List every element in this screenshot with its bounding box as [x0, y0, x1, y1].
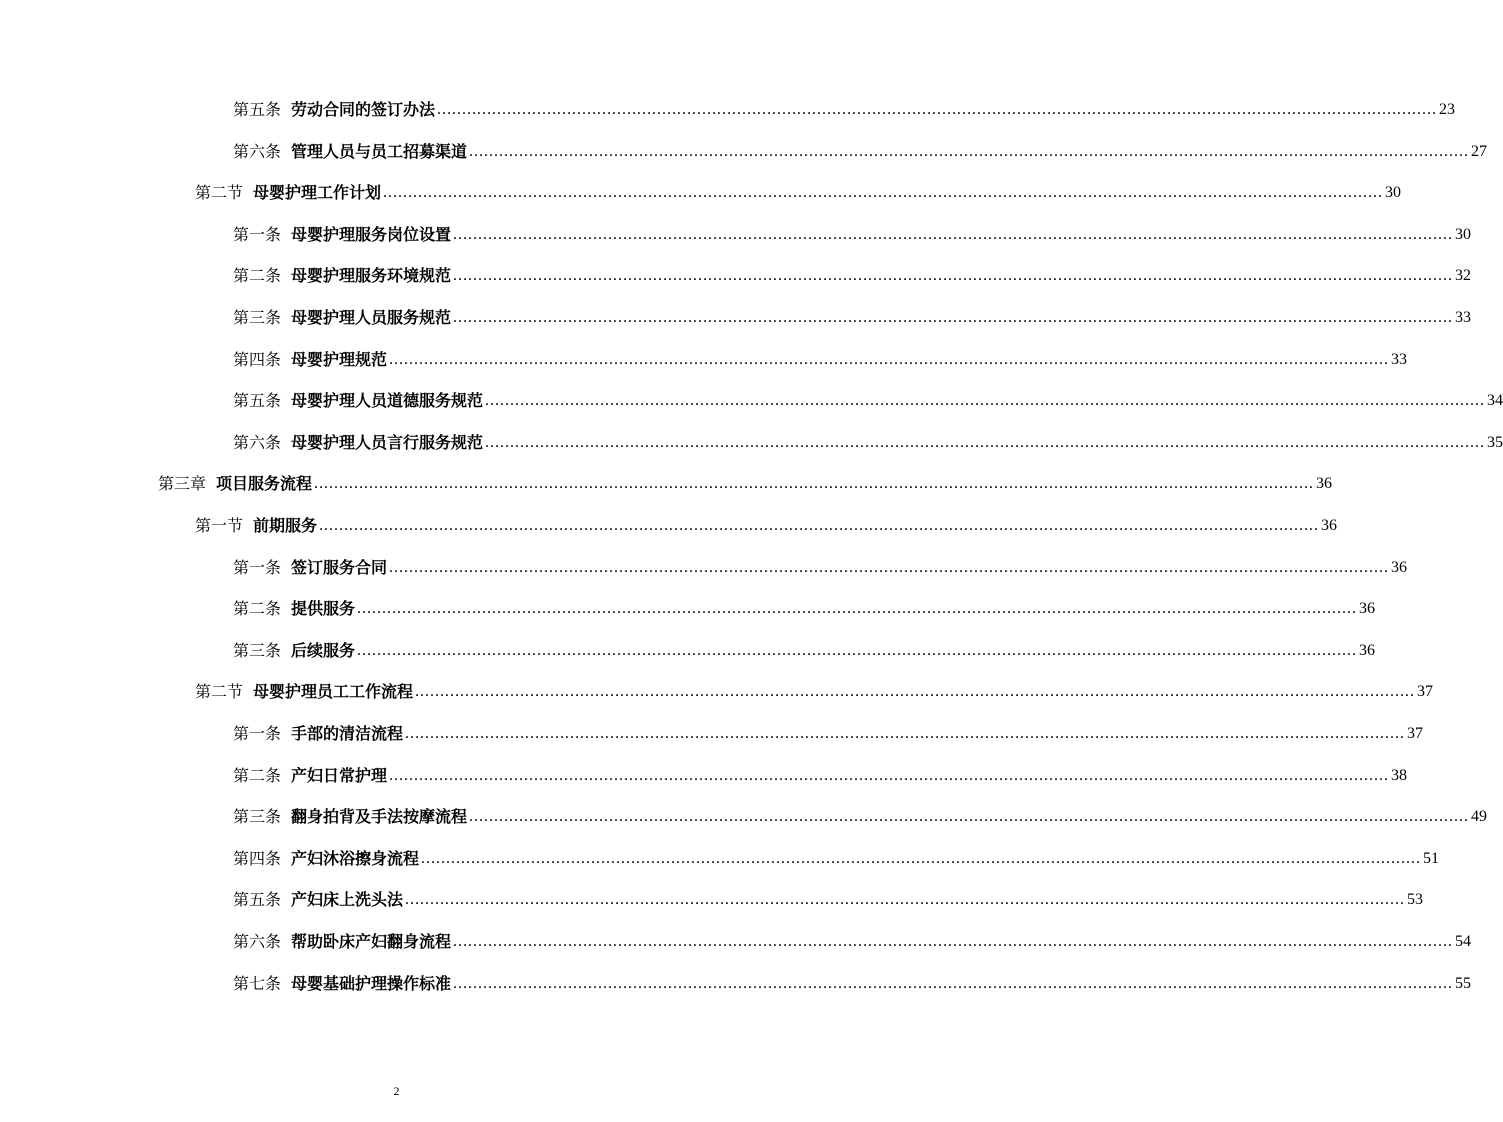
toc-entry-number: 第六条 — [233, 932, 282, 951]
toc-entry-title: 管理人员与员工招募渠道 — [291, 141, 468, 161]
toc-entry-page: 33 — [1391, 350, 1408, 368]
toc-entry-page: 36 — [1359, 641, 1376, 659]
toc-entry-number: 第二节 — [195, 183, 244, 203]
toc-dot-leader: ........................................................................................................................................................................................................ — [453, 225, 1454, 243]
toc-dot-leader: ........................................................................................................................................................................................................ — [453, 267, 1454, 285]
toc-entry-title: 帮助卧床产妇翻身流程 — [291, 932, 452, 951]
toc-entry-page: 30 — [1385, 184, 1402, 202]
toc-entry[interactable] — [233, 714, 1424, 744]
toc-dot-leader: ........................................................................................................................................................................................................ — [453, 309, 1454, 326]
toc-dot-leader: ........................................................................................................................................................................................................ — [415, 683, 1416, 701]
toc-entry-title: 母婴护理员工工作流程 — [253, 682, 414, 702]
toc-entry-page: 36 — [1316, 475, 1333, 493]
toc-entry-page: 30 — [1455, 225, 1472, 243]
toc-entry-title: 母婴护理人员言行服务规范 — [291, 432, 484, 452]
toc-entry-page: 37 — [1417, 683, 1434, 701]
toc-entry-page: 49 — [1471, 808, 1488, 826]
toc-entry-number: 第一节 — [195, 516, 244, 535]
toc-dot-leader: ........................................................................................................................................................................................................ — [469, 808, 1470, 826]
toc-entry-page: 34 — [1487, 392, 1503, 410]
toc-entry-page: 35 — [1487, 433, 1503, 451]
toc-entry[interactable] — [233, 548, 1408, 578]
toc-entry-title: 母婴基础护理操作标准 — [291, 973, 452, 993]
toc-entry-title: 签订服务合同 — [291, 557, 388, 577]
toc-dot-leader: ........................................................................................................................................................................................................ — [469, 142, 1470, 160]
toc-entry-number: 第四条 — [233, 848, 282, 868]
toc-entry-number: 第五条 — [233, 100, 282, 119]
toc-dot-leader: ........................................................................................................................................................................................................ — [453, 974, 1454, 992]
toc-dot-leader: ........................................................................................................................................................................................................ — [383, 184, 1384, 202]
toc-entry-title: 母婴护理人员道德服务规范 — [291, 391, 484, 411]
toc-entry[interactable] — [233, 880, 1424, 910]
toc-entry-page: 32 — [1455, 267, 1472, 285]
toc-entry-number: 第三条 — [233, 640, 282, 660]
toc-entry[interactable] — [233, 340, 1408, 370]
toc-entry-page: 27 — [1471, 142, 1488, 160]
toc-entry-page: 37 — [1407, 725, 1424, 742]
toc-dot-leader: ........................................................................................................................................................................................................ — [389, 766, 1390, 784]
toc-entry[interactable] — [158, 464, 1333, 494]
toc-entry-title: 母婴护理服务岗位设置 — [291, 224, 452, 244]
toc-entry-number: 第六条 — [233, 141, 282, 161]
toc-entry[interactable] — [233, 797, 1488, 827]
toc-entry[interactable] — [195, 672, 1434, 702]
toc-entry[interactable] — [233, 423, 1503, 453]
toc-entry[interactable] — [195, 506, 1338, 536]
toc-entry-number: 第三章 — [158, 474, 207, 494]
toc-entry-title: 翻身拍背及手法按摩流程 — [291, 807, 468, 827]
toc-entry[interactable] — [233, 631, 1376, 661]
toc-entry-title: 劳动合同的签订办法 — [291, 100, 436, 119]
toc-dot-leader: ........................................................................................................................................................................................................ — [314, 475, 1315, 493]
toc-entry-number: 第二条 — [233, 765, 282, 785]
toc-dot-leader: ........................................................................................................................................................................................................ — [357, 600, 1358, 618]
toc-dot-leader: ........................................................................................................................................................................................................ — [421, 849, 1422, 867]
toc-entry[interactable] — [233, 756, 1408, 786]
toc-entry-number: 第五条 — [233, 890, 282, 910]
toc-dot-leader: ........................................................................................................................................................................................................ — [437, 101, 1438, 118]
page-number: 2 — [393, 1084, 400, 1098]
toc-entry[interactable] — [233, 132, 1488, 162]
toc-entry-page: 36 — [1359, 600, 1376, 618]
toc-entry-title: 项目服务流程 — [216, 474, 313, 494]
toc-entry-title: 母婴护理规范 — [291, 349, 388, 369]
toc-entry-number: 第四条 — [233, 349, 282, 369]
toc-entry[interactable] — [233, 90, 1456, 120]
toc-entry-title: 产妇床上洗头法 — [291, 890, 404, 910]
toc-entry-page: 53 — [1407, 891, 1424, 909]
toc-entry[interactable] — [233, 839, 1440, 869]
toc-entry-number: 第二条 — [233, 266, 282, 286]
toc-entry-page: 23 — [1439, 101, 1456, 118]
toc-entry[interactable] — [233, 298, 1472, 328]
toc-entry-page: 36 — [1391, 558, 1408, 576]
toc-entry-page: 55 — [1455, 974, 1472, 992]
toc-entry[interactable] — [195, 173, 1402, 203]
toc-dot-leader: ........................................................................................................................................................................................................ — [405, 891, 1406, 909]
toc-entry[interactable] — [233, 381, 1503, 411]
toc-dot-leader: ........................................................................................................................................................................................................ — [405, 725, 1406, 742]
toc-entry-number: 第五条 — [233, 391, 282, 411]
toc-entry-number: 第七条 — [233, 973, 282, 993]
toc-entry-number: 第二条 — [233, 599, 282, 619]
toc-entry-number: 第三条 — [233, 807, 282, 827]
toc-entry-number: 第一条 — [233, 724, 282, 743]
toc-dot-leader: ........................................................................................................................................................................................................ — [485, 433, 1486, 451]
toc-entry[interactable] — [233, 964, 1472, 994]
toc-entry-number: 第一条 — [233, 224, 282, 244]
toc-entry-number: 第六条 — [233, 432, 282, 452]
toc-entry-title: 提供服务 — [291, 599, 356, 619]
toc-entry-page: 51 — [1423, 849, 1440, 867]
toc-dot-leader: ........................................................................................................................................................................................................ — [389, 350, 1390, 368]
toc-entry-page: 38 — [1391, 766, 1408, 784]
toc-entry-title: 母婴护理工作计划 — [253, 183, 382, 203]
toc-entry-title: 前期服务 — [253, 516, 318, 535]
toc-entry[interactable] — [233, 215, 1472, 245]
toc-dot-leader: ........................................................................................................................................................................................................ — [319, 517, 1320, 534]
toc-entry-page: 33 — [1455, 309, 1472, 326]
toc-entry[interactable] — [233, 256, 1472, 286]
toc-dot-leader: ........................................................................................................................................................................................................ — [389, 558, 1390, 576]
toc-entry-title: 母婴护理服务环境规范 — [291, 266, 452, 286]
toc-entry-title: 手部的清洁流程 — [291, 724, 404, 743]
toc-entry-number: 第三条 — [233, 308, 282, 327]
toc-entry-title: 后续服务 — [291, 640, 356, 660]
toc-entry-number: 第二节 — [195, 682, 244, 702]
toc-entry[interactable] — [233, 589, 1376, 619]
toc-entry[interactable] — [233, 922, 1472, 952]
toc-dot-leader: ........................................................................................................................................................................................................ — [485, 392, 1486, 410]
toc-entry-page: 54 — [1455, 933, 1472, 950]
toc-entry-title: 母婴护理人员服务规范 — [291, 308, 452, 327]
toc-dot-leader: ........................................................................................................................................................................................................ — [357, 641, 1358, 659]
toc-entry-title: 产妇沐浴擦身流程 — [291, 848, 420, 868]
toc-entry-page: 36 — [1321, 517, 1338, 534]
toc-entry-title: 产妇日常护理 — [291, 765, 388, 785]
toc-entry-number: 第一条 — [233, 557, 282, 577]
toc-dot-leader: ........................................................................................................................................................................................................ — [453, 933, 1454, 950]
